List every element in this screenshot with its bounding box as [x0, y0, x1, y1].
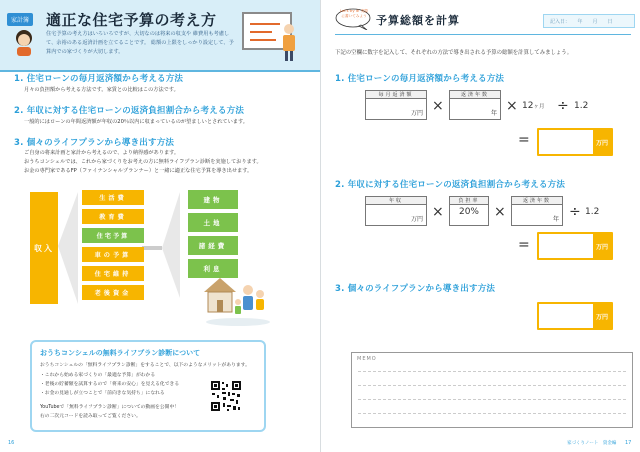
header-divider: [335, 34, 631, 35]
left-header: [0, 0, 320, 72]
result-unit-2: 万円: [593, 234, 611, 258]
life-plan-info-box: [30, 340, 266, 432]
times-operator: ×: [432, 204, 444, 220]
burden-rate-label: 負担率: [450, 197, 488, 205]
memo-area[interactable]: [351, 352, 633, 428]
left-section-1-heading: 1. 住宅ローンの毎月返済額から考える方法: [14, 74, 184, 84]
calc-section-1-heading: 1. 住宅ローンの毎月返済額から考える方法: [335, 74, 505, 84]
expense-column: [82, 190, 144, 300]
months-value: 12ヶ月: [522, 101, 545, 111]
advisor-avatar-icon: [12, 28, 36, 56]
life-plan-info-title: おうちコンシェルの無料ライフプラン診断について: [40, 349, 201, 357]
burden-rate-value: 20%: [458, 207, 479, 217]
right-page: [320, 0, 640, 452]
memo-line: [358, 413, 626, 414]
entry-date-field[interactable]: [543, 14, 635, 28]
monthly-payment-input[interactable]: [365, 90, 427, 120]
expense-item-living: 生活費: [82, 190, 144, 205]
expense-item-house-maintenance: 住宅維持: [82, 266, 144, 281]
result-unit-3: 万円: [593, 304, 611, 328]
left-section-3-body-1: ご自身の将来計画と家計から考えるので、より納得感があります。: [24, 150, 180, 156]
divide-operator: ÷: [557, 98, 569, 114]
left-section-3-heading: 3. 個々のライフプランから導き出す方法: [14, 138, 175, 148]
expense-item-education: 教育費: [82, 209, 144, 224]
times-operator: ×: [506, 98, 518, 114]
divide-operator: ÷: [569, 204, 581, 220]
breakdown-item-building: 建物: [188, 190, 238, 209]
divisor-value: 1.2: [574, 101, 589, 111]
page-title: 適正な住宅予算の考え方: [46, 11, 217, 29]
life-plan-benefit-1: ・これから始める家づくりの「最適な予算」がわかる: [40, 373, 156, 378]
life-plan-benefit-3: ・お金の見通しが立つことで「前向きな気持ち」になれる: [40, 391, 165, 396]
breakdown-item-interest: 利息: [188, 259, 238, 278]
left-section-3-body-3: お金の専門家であるFP（ファイナンシャルプランナー）と一緒に適正な住宅予算を導き出せます。: [24, 168, 253, 174]
result-box-method-2[interactable]: [537, 232, 613, 260]
memo-line: [358, 399, 626, 400]
annual-income-unit: 万円: [410, 216, 423, 223]
life-plan-info-lead: おうちコンシェルの「無料ライフプラン診断」をすることで、以下のようなメリットがあります。: [40, 363, 250, 368]
memo-line: [358, 371, 626, 372]
left-section-1-body: 月々の負担額から考える方法です。家賃との比較はこの方法です。: [24, 87, 179, 93]
category-badge: 家計簿: [7, 13, 33, 26]
intro-text: 住宅予算の考え方はいろいろですが、大切なのは将来の収支や 維費用も考慮して、余裕のある返済計画を立てることです。 総額の上限をしっかり設定して、予算内での家づくりが大切します。: [46, 31, 234, 56]
repayment-years-input-2[interactable]: [511, 196, 563, 226]
left-page-number: 16: [8, 440, 15, 446]
life-plan-benefit-2: ・老後の貯蓄額を試算するので「将来の安心」を見える化できる: [40, 382, 180, 387]
times-operator: ×: [432, 98, 444, 114]
expense-item-car-budget: 車の予算: [82, 247, 144, 262]
annual-income-input[interactable]: [365, 196, 427, 226]
calc-section-3-heading: 3. 個々のライフプランから導き出す方法: [335, 284, 496, 294]
expense-item-retirement: 老後資金: [82, 285, 144, 300]
annual-income-label: 年収: [366, 197, 426, 205]
housing-breakdown-column: [188, 190, 238, 278]
income-block: 収入: [30, 192, 58, 304]
footer-book-title: 家づくりノート 資金編: [567, 441, 617, 446]
left-section-3-body-2: おうちコンシェルでは、これから家づくりをお考えの方に無料ライフプラン診断を実施しております。: [24, 159, 262, 165]
house-family-illustration-icon: [198, 270, 273, 328]
monthly-payment-label: 毎月返済額: [366, 91, 426, 99]
repayment-years-label: 返済年数: [450, 91, 500, 99]
entry-date-label: 記入日： 年 月 日: [550, 18, 613, 25]
left-section-2-heading: 2. 年収に対する住宅ローンの返済負担割合から考える方法: [14, 106, 245, 116]
calc-section-2-heading: 2. 年収に対する住宅ローンの返済負担割合から考える方法: [335, 180, 566, 190]
result-unit: 万円: [593, 130, 611, 154]
breakdown-item-misc-costs: 諸経費: [188, 236, 238, 255]
repayment-years-label-2: 返済年数: [512, 197, 562, 205]
qr-code-icon[interactable]: [210, 380, 242, 412]
repayment-years-input[interactable]: [449, 90, 501, 120]
memo-label: MEMO: [357, 356, 377, 362]
repayment-years-unit-2: 年: [552, 216, 559, 223]
qr-code-note: 右の二次元コードを読み取ってご覧ください。: [40, 414, 141, 419]
right-page-number: 17: [625, 440, 632, 446]
burden-rate-box: [449, 196, 489, 226]
monthly-payment-unit: 万円: [410, 110, 423, 117]
breakdown-item-land: 土地: [188, 213, 238, 232]
expense-item-housing-budget: 住宅予算: [82, 228, 144, 243]
equals-sign: =: [518, 132, 530, 148]
equals-sign-2: =: [518, 237, 530, 253]
result-box-method-1[interactable]: [537, 128, 613, 156]
memo-line: [358, 385, 626, 386]
result-box-method-3[interactable]: [537, 302, 613, 330]
left-section-2-body: 一般的にはローンの年間返済額が年収の20％以内に収まっているのが望ましいとされています。: [24, 119, 248, 125]
presenter-illustration-icon: [278, 22, 300, 62]
repayment-years-unit: 年: [490, 110, 497, 117]
times-operator: ×: [494, 204, 506, 220]
divisor-value-2: 1.2: [585, 207, 600, 217]
right-page-title: 予算総額を計算: [376, 14, 460, 27]
speech-bubble-text: Let's try it! 実際に書いてみよう: [340, 9, 368, 19]
right-intro-text: 下記の空欄に数字を記入して、それぞれの方法で導き出される予算の総額を計算してみましょう。: [335, 50, 573, 56]
youtube-video-note: YouTubeで「無料ライフプラン診断」についての動画を公開中！: [40, 405, 180, 410]
